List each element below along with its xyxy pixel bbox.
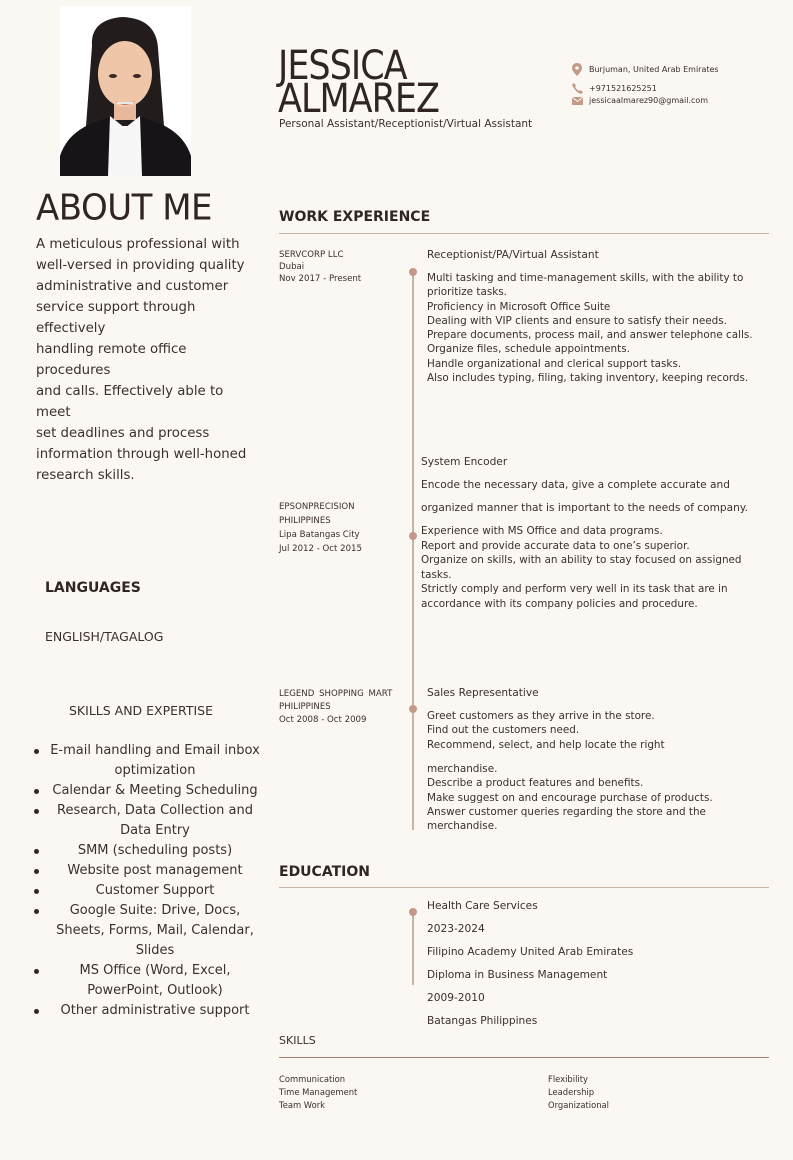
- location-text: Burjuman, United Arab Emirates: [589, 65, 719, 74]
- skill: Team Work: [279, 1100, 326, 1110]
- job-location: Dubai: [279, 262, 305, 272]
- skill: Flexibility: [548, 1074, 588, 1084]
- skills-column-2: [548, 1073, 609, 1112]
- skill-item: E-mail handling and Email inbox optimization: [30, 741, 260, 781]
- duty-line: Proficiency in Microsoft Office Suite: [427, 300, 611, 313]
- job-duties: [427, 762, 713, 833]
- about-line: procedures: [36, 363, 111, 378]
- languages-heading: LANGUAGES: [45, 580, 141, 596]
- about-line: set deadlines and process: [36, 426, 210, 441]
- job-company: SERVCORP LLC: [279, 250, 344, 260]
- duty-line: prioritize tasks.: [427, 286, 507, 299]
- job-role: Sales Representative: [427, 687, 539, 699]
- skill-item: SMM (scheduling posts): [30, 841, 260, 861]
- last-name: ALMAREZ: [278, 76, 439, 123]
- job-location: Lipa Batangas City: [279, 530, 360, 540]
- phone-text[interactable]: +971521625251: [589, 84, 657, 93]
- duty-line: Report and provide accurate data to one’s superior.: [421, 539, 690, 552]
- about-line: information through well-honed: [36, 447, 247, 462]
- skill-item: MS Office (Word, Excel, PowerPoint, Outlook): [30, 961, 260, 1001]
- about-line: handling remote office: [36, 342, 187, 357]
- skill-item: Website post management: [30, 861, 260, 881]
- skills-column-1: [279, 1073, 357, 1112]
- duty-line: Greet customers as they arrive in the store.: [427, 710, 655, 722]
- about-line: research skills.: [36, 468, 135, 483]
- job-dates: Oct 2008 - Oct 2009: [279, 715, 367, 725]
- timeline-dot: [409, 908, 417, 916]
- work-experience-divider: [279, 233, 769, 234]
- about-text: [36, 234, 261, 486]
- about-heading: ABOUT ME: [36, 187, 213, 229]
- education-item: 2009-2010: [427, 992, 485, 1004]
- job-company: LEGEND SHOPPING MART: [279, 689, 393, 699]
- job-intro-line: Encode the necessary data, give a complete accurate and: [421, 479, 730, 491]
- contact-location: [571, 63, 719, 76]
- email-text[interactable]: jessicaalmarez90@gmail.com: [589, 96, 709, 105]
- timeline-dot: [409, 705, 417, 713]
- skill: Communication: [279, 1074, 346, 1084]
- job-title-header: Personal Assistant/Receptionist/Virtual Assistant: [279, 118, 533, 130]
- duty-line: Answer customer queries regarding the store and the: [427, 805, 706, 818]
- skill: Leadership: [548, 1087, 595, 1097]
- job-dates: Nov 2017 - Present: [279, 274, 362, 284]
- job-duties: [427, 271, 753, 385]
- duty-line: Describe a product features and benefits.: [427, 777, 644, 790]
- duty-line: Make suggest on and encourage purchase of products.: [427, 791, 713, 804]
- skills-expertise-list: [30, 741, 260, 1021]
- duty-line: Multi tasking and time-management skills, with the ability to: [427, 272, 744, 284]
- job-duties: [421, 524, 742, 612]
- duty-line: Also includes typing, filing, taking inventory, keeping records.: [427, 372, 749, 385]
- duty-line: Strictly comply and perform very well in its task that are in: [421, 583, 728, 596]
- job-role: Receptionist/PA/Virtual Assistant: [427, 249, 599, 261]
- work-experience-heading: WORK EXPERIENCE: [279, 209, 431, 225]
- about-line: and calls. Effectively able to: [36, 384, 224, 399]
- skill-item: Calendar & Meeting Scheduling: [30, 781, 260, 801]
- skill: Time Management: [279, 1087, 358, 1097]
- job-dates: Jul 2012 - Oct 2015: [279, 544, 362, 554]
- education-heading: EDUCATION: [279, 864, 370, 880]
- contact-email: [571, 96, 708, 105]
- education-item: Health Care Services: [427, 900, 538, 912]
- duty-line: merchandise.: [427, 763, 498, 775]
- first-name: JESSICA: [278, 43, 407, 90]
- job-intro-line: organized manner that is important to the needs of company.: [421, 502, 748, 514]
- job-meta: [279, 249, 361, 285]
- skill: Organizational: [548, 1100, 610, 1110]
- education-item: Filipino Academy United Arab Emirates: [427, 946, 634, 958]
- job-meta: [279, 500, 362, 556]
- languages-value: ENGLISH/TAGALOG: [45, 629, 164, 644]
- duty-line: tasks.: [421, 568, 452, 581]
- job-company: PHILIPPINES: [279, 516, 331, 526]
- education-timeline-line: [412, 910, 414, 985]
- location-pin-icon: [571, 63, 583, 76]
- education-item: Diploma in Business Management: [427, 969, 608, 981]
- education-item: Batangas Philippines: [427, 1015, 538, 1027]
- about-line: effectively: [36, 321, 106, 336]
- about-line: service support through: [36, 300, 196, 315]
- skill-item: Research, Data Collection and Data Entry: [30, 801, 260, 841]
- duty-line: Handle organizational and clerical support tasks.: [427, 357, 682, 370]
- duty-line: Organize files, schedule appointments.: [427, 343, 630, 356]
- job-meta: [279, 688, 392, 727]
- duty-line: Find out the customers need.: [427, 724, 580, 737]
- duty-line: merchandise.: [427, 820, 498, 833]
- contact-phone: [571, 83, 657, 94]
- skill-item: Other administrative support: [30, 1001, 260, 1021]
- candidate-name: [278, 43, 439, 123]
- job-duties: [427, 709, 665, 752]
- duty-line: Dealing with VIP clients and ensure to satisfy their needs.: [427, 314, 727, 327]
- duty-line: Recommend, select, and help locate the right: [427, 738, 665, 751]
- phone-icon: [571, 83, 583, 94]
- duty-line: Prepare documents, process mail, and answer telephone calls.: [427, 329, 753, 342]
- about-line: well-versed in providing quality: [36, 258, 245, 273]
- about-line: meet: [36, 405, 71, 420]
- about-line: A meticulous professional with: [36, 237, 240, 252]
- education-item: 2023-2024: [427, 923, 485, 935]
- timeline-dot: [409, 532, 417, 540]
- about-line: administrative and customer: [36, 279, 229, 294]
- duty-line: accordance with its company policies and procedure.: [421, 597, 698, 610]
- skills-divider: [279, 1057, 769, 1058]
- education-divider: [279, 887, 769, 888]
- duty-line: Experience with MS Office and data programs.: [421, 525, 663, 537]
- timeline-dot: [409, 268, 417, 276]
- duty-line: Organize on skills, with an ability to stay focused on assigned: [421, 554, 742, 567]
- job-role: System Encoder: [421, 456, 508, 468]
- profile-photo: [60, 6, 191, 176]
- job-company: PHILIPPINES: [279, 702, 331, 712]
- work-timeline-line: [412, 270, 414, 830]
- skill-item: Customer Support: [30, 881, 260, 901]
- job-company: EPSONPRECISION: [279, 502, 355, 512]
- skills-expertise-heading: SKILLS AND EXPERTISE: [69, 703, 213, 718]
- email-icon: [571, 97, 583, 105]
- skill-item: Google Suite: Drive, Docs, Sheets, Forms, Mail, Calendar, Slides: [30, 901, 260, 961]
- skills-heading: SKILLS: [279, 1034, 316, 1047]
